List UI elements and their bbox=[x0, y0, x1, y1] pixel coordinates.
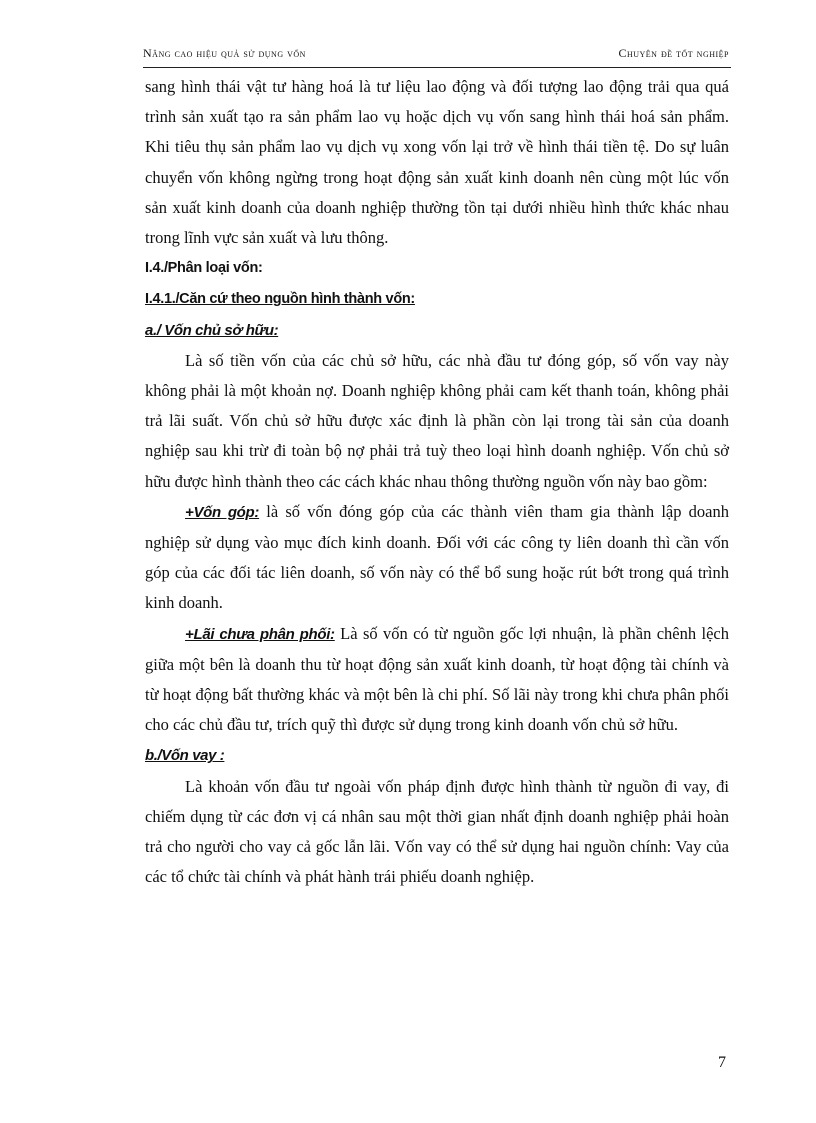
page-body bbox=[145, 72, 729, 892]
term-lai-chua-phan-phoi: +Lãi chưa phân phối: bbox=[185, 625, 335, 643]
header-divider bbox=[143, 67, 731, 68]
header-document-title: Nâng cao hiệu quả sử dụng vốn bbox=[143, 46, 306, 60]
term-von-gop: +Vốn góp: bbox=[185, 503, 260, 521]
paragraph-owner-equity: Là số tiền vốn của các chủ sở hữu, các nhà đầu tư đóng góp, số vốn vay này không phải là một khoản nợ. Doanh nghiệp không phải cam kết thanh toán, không phải trả lãi suất. Vốn chủ sở hữu được xác định là phần còn lại trong tài sản của doanh nghiệp sau khi trừ đi toàn bộ nợ phải trả tuỳ theo loại hình doanh nghiệp. Vốn chủ sở hữu được hình thành theo các cách khác nhau thông thường nguồn vốn này bao gồm: bbox=[145, 350, 729, 491]
running-header bbox=[143, 46, 729, 68]
paragraph-retained-earnings-text: Là số vốn có từ nguồn gốc lợi nhuận, là phần chênh lệch giữa một bên là doanh thu từ hoạt động sản xuất kinh doanh, từ hoạt động tài chính và từ hoạt động bất thường khác và một bên là chi phí. Số lãi này trong khi chưa phân phối cho các chủ đầu tư, trích quỹ thì được sử dụng trong kinh doanh vốn chủ sở hữu. bbox=[145, 623, 729, 735]
section-heading-1-4: I.4./Phân loại vốn: bbox=[145, 260, 263, 277]
paragraph-borrowed-capital: Là khoản vốn đầu tư ngoài vốn pháp định được hình thành từ nguồn đi vay, đi chiếm dụng từ các đơn vị cá nhân sau một thời gian nhất định doanh nghiệp phải hoàn trả cho người cho vay cả gốc lẫn lãi. Vốn vay có thể sử dụng hai nguồn chính: Vay của các tổ chức tài chính và phát hành trái phiếu doanh nghiệp. bbox=[145, 776, 729, 887]
page-number: 7 bbox=[718, 1054, 726, 1071]
subheading-b bbox=[145, 740, 729, 771]
subsection-heading-1-4-1 bbox=[145, 283, 729, 314]
subheading-a-text: a./ Vốn chủ sở hữu: bbox=[145, 321, 279, 339]
header-thesis-label: Chuyên đề tốt nghiệp bbox=[618, 46, 729, 60]
paragraph-retained-earnings bbox=[145, 619, 729, 741]
subheading-a bbox=[145, 315, 729, 346]
paragraph-contributed-capital-text: là số vốn đóng góp của các thành viên tham gia thành lập doanh nghiệp sử dụng vào mục đích kinh doanh. Đối với các công ty liên doanh thì cần vốn góp của các đối tác liên doanh, số vốn này có thể bổ sung hoặc rút bớt trong quá trình kinh doanh. bbox=[145, 501, 729, 613]
paragraph-contributed-capital bbox=[145, 497, 729, 619]
paragraph-continuation: sang hình thái vật tư hàng hoá là tư liệu lao động và đối tượng lao động trải qua quá trình sản xuất tạo ra sản phẩm lao vụ hoặc dịch vụ vốn sang hình thái hoá sản phẩm. Khi tiêu thụ sản phẩm lao vụ dịch vụ xong vốn lại trở về hình thái tiền tệ. Do sự luân chuyển vốn không ngừng trong hoạt động sản xuất kinh doanh nên cùng một lúc vốn sản xuất kinh doanh của doanh nghiệp thường tồn tại dưới nhiều hình thức khác nhau trong lĩnh vực sản xuất và lưu thông. bbox=[145, 77, 729, 248]
subsection-heading-text: I.4.1./Căn cứ theo nguồn hình thành vốn: bbox=[145, 291, 415, 308]
subheading-b-text: b./Vốn vay : bbox=[145, 747, 225, 765]
